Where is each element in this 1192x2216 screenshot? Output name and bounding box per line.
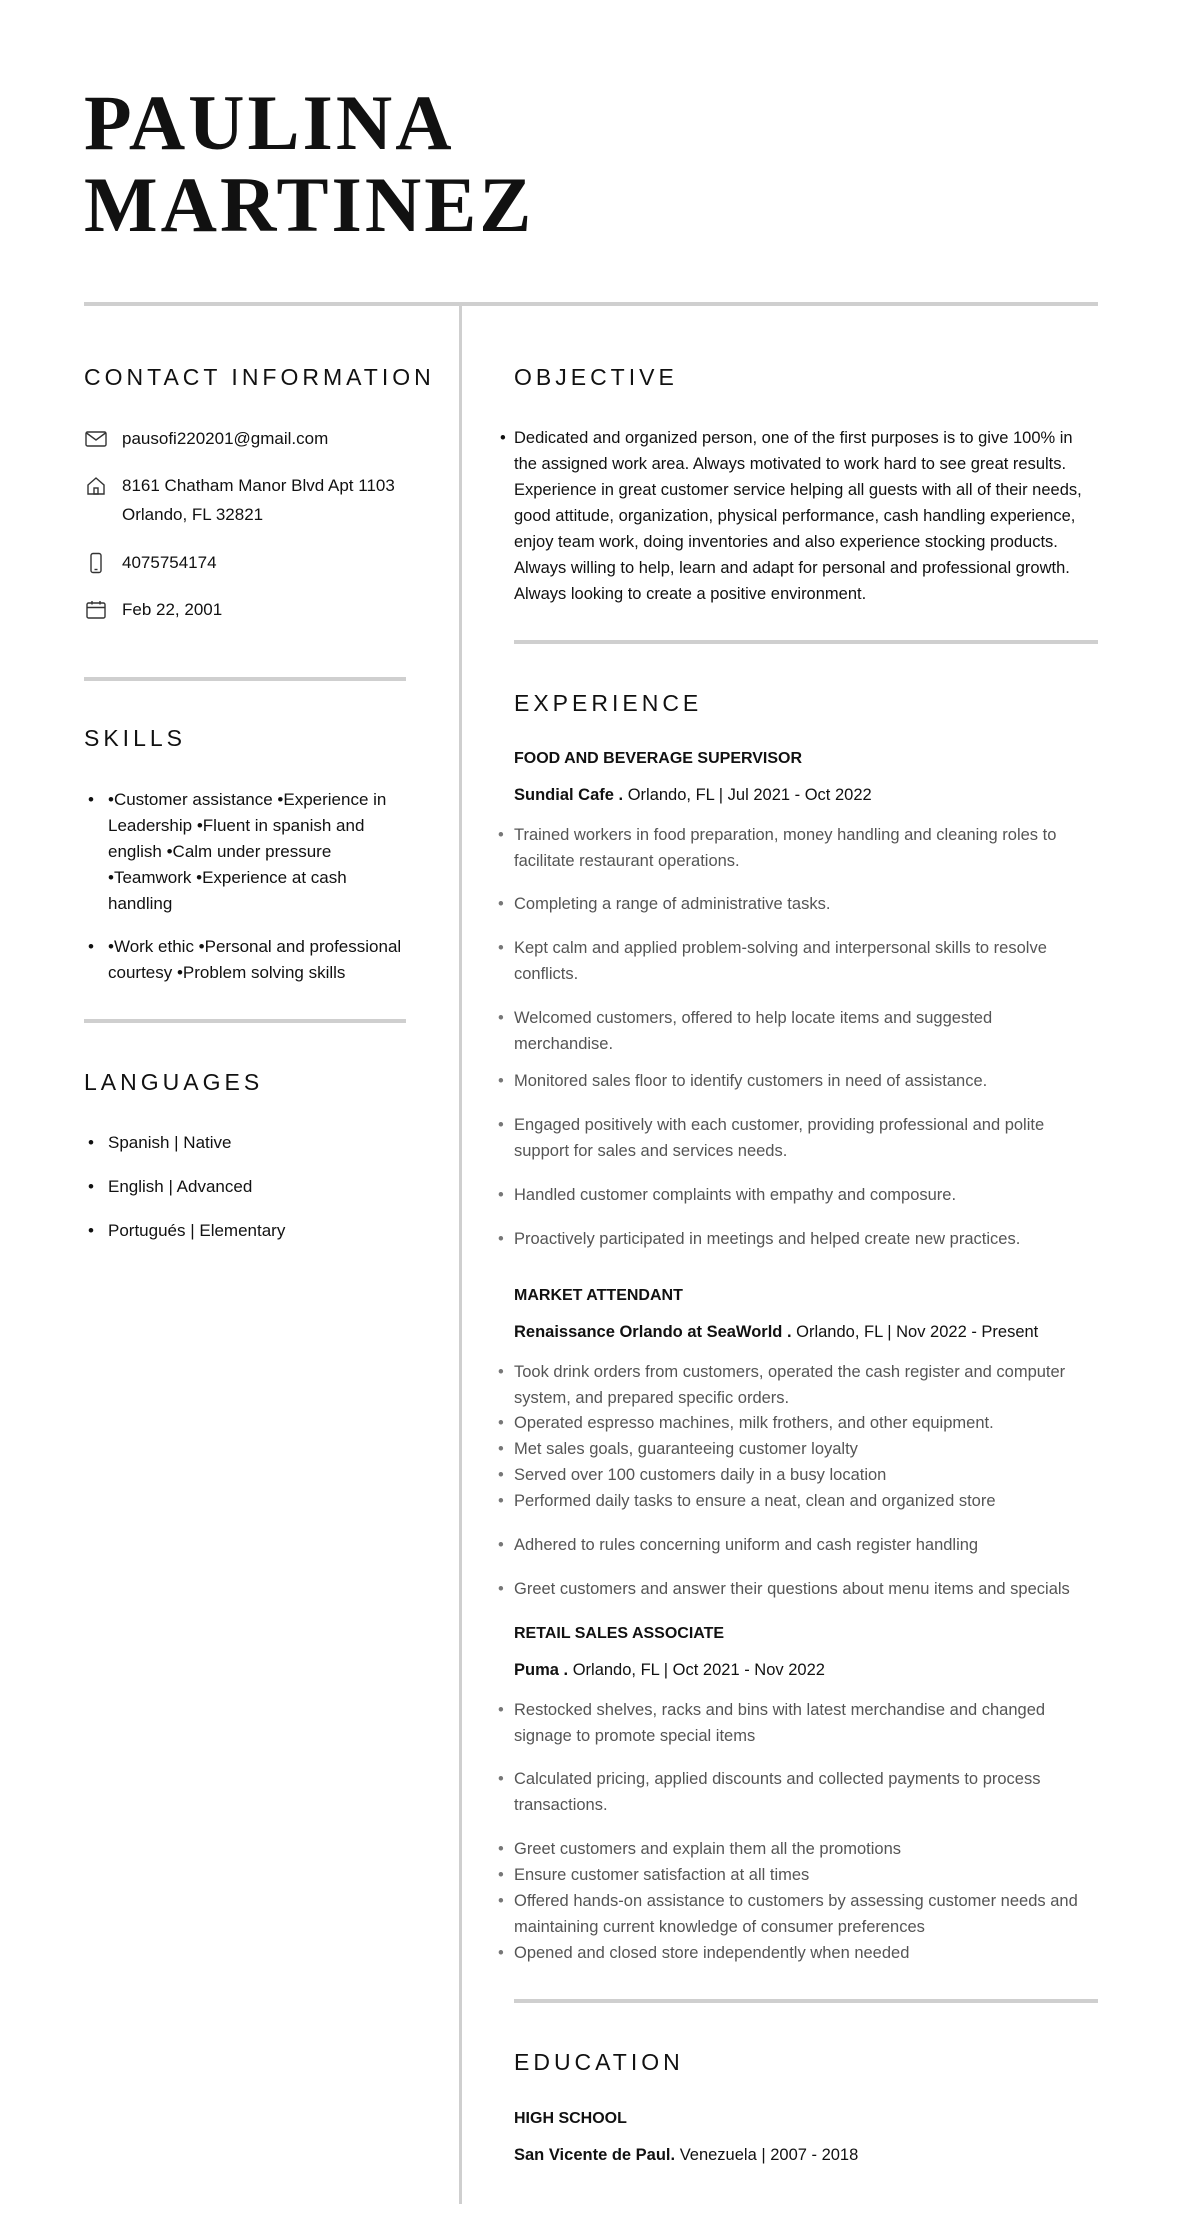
duty-item: • Opened and closed store independently when needed (514, 1940, 1094, 1966)
duty-item: • Served over 100 customers daily in a busy location (514, 1462, 1094, 1488)
top-divider (84, 302, 1098, 306)
objective-list (514, 425, 1100, 607)
job-title: MARKET ATTENDANT (514, 1287, 683, 1304)
home-icon (84, 474, 108, 498)
duty-item: • Operated espresso machines, milk frothers, and other equipment. (514, 1410, 1094, 1436)
objective-divider (514, 640, 1098, 644)
duty-item: • Monitored sales floor to identify customers in need of assistance. (514, 1068, 1094, 1094)
language-item: • Spanish | Native (84, 1130, 406, 1156)
skill-item: • •Work ethic •Personal and professional courtesy •Problem solving skills (84, 934, 406, 986)
job-company: Puma . (514, 1661, 569, 1679)
duty-item: • Adhered to rules concerning uniform and cash register handling (514, 1532, 1094, 1558)
objective-heading: OBJECTIVE (514, 364, 678, 390)
duty-item: • Trained workers in food preparation, money handling and cleaning roles to facilitate restaurant operations. (514, 822, 1094, 874)
experience-divider (514, 1999, 1098, 2003)
education-heading: EDUCATION (514, 2049, 684, 2075)
mail-icon (84, 427, 108, 451)
address-row (84, 471, 395, 529)
phone-icon (84, 551, 108, 575)
language-item: • English | Advanced (84, 1174, 406, 1200)
phone-text: 4075754174 (122, 553, 217, 572)
job-meta (514, 1323, 1038, 1342)
address-line-1: 8161 Chatham Manor Blvd Apt 1103 (122, 476, 395, 495)
duty-item: • Kept calm and applied problem-solving and interpersonal skills to resolve conflicts. (514, 935, 1094, 987)
job-title: RETAIL SALES ASSOCIATE (514, 1625, 725, 1642)
calendar-icon (84, 598, 108, 622)
column-divider (459, 304, 462, 2204)
contact-divider (84, 677, 406, 681)
duty-item: • Performed daily tasks to ensure a neat, clean and organized store (514, 1488, 1094, 1514)
job-details: Orlando, FL | Oct 2021 - Nov 2022 (572, 1661, 825, 1679)
job-title: FOOD AND BEVERAGE SUPERVISOR (514, 750, 803, 767)
job-details: Orlando, FL | Jul 2021 - Oct 2022 (627, 786, 872, 804)
duty-item: • Engaged positively with each customer, providing professional and polite support for sales and services needs. (514, 1112, 1094, 1164)
duty-item: • Ensure customer satisfaction at all times (514, 1862, 1094, 1888)
duty-item: • Offered hands-on assistance to customers by assessing customer needs and maintaining current knowledge of consumer preferences (514, 1888, 1094, 1940)
job-details: Orlando, FL | Nov 2022 - Present (796, 1323, 1039, 1341)
duty-item: • Greet customers and answer their questions about menu items and specials (514, 1576, 1094, 1602)
language-item: • Portugués | Elementary (84, 1218, 406, 1244)
education-details: Venezuela | 2007 - 2018 (679, 2146, 859, 2164)
experience-heading: EXPERIENCE (514, 690, 703, 716)
duty-item: • Handled customer complaints with empathy and composure. (514, 1182, 1094, 1208)
education-school: San Vicente de Paul. (514, 2146, 676, 2164)
languages-heading: LANGUAGES (84, 1069, 264, 1095)
education-meta (514, 2146, 858, 2165)
skills-heading: SKILLS (84, 725, 186, 751)
skills-list (84, 787, 406, 986)
address-text (122, 471, 395, 529)
duty-item: • Proactively participated in meetings and helped create new practices. (514, 1226, 1094, 1252)
job-meta (514, 1661, 825, 1680)
duty-item: • Greet customers and explain them all the promotions (514, 1836, 1094, 1862)
objective-text: • Dedicated and organized person, one of the first purposes is to give 100% in the assigned work area. Always motivated to work hard to see great results. Experience in great customer service helping all guests with all of their needs, good attitude, organization, physical performance, cash handling experience, enjoy team work, doing inventories and also experience stocking products. Always willing to help, learn and adapt for personal and professional growth. Always looking to create a positive environment. (514, 425, 1100, 607)
address-line-2: Orlando, FL 32821 (122, 505, 264, 524)
last-name: MARTINEZ (84, 161, 535, 248)
languages-list (84, 1130, 406, 1244)
duty-item: • Calculated pricing, applied discounts and collected payments to process transactions. (514, 1766, 1094, 1818)
duty-item: • Welcomed customers, offered to help locate items and suggested merchandise. (514, 1005, 1094, 1057)
duty-item: • Completing a range of administrative tasks. (514, 891, 1094, 917)
contact-heading: CONTACT INFORMATION (84, 364, 435, 390)
duty-item: • Restocked shelves, racks and bins with latest merchandise and changed signage to promote special items (514, 1697, 1094, 1749)
email-row (84, 424, 328, 453)
duty-item: • Met sales goals, guaranteeing customer loyalty (514, 1436, 1094, 1462)
job-meta (514, 786, 872, 805)
duty-item: • Took drink orders from customers, operated the cash register and computer system, and prepared specific orders. (514, 1359, 1094, 1411)
email-text: pausofi220201@gmail.com (122, 429, 329, 448)
education-level: HIGH SCHOOL (514, 2110, 627, 2127)
first-name: PAULINA (84, 79, 455, 166)
skill-item: • •Customer assistance •Experience in Leadership •Fluent in spanish and english •Calm under pressure •Teamwork •Experience at cash handling (84, 787, 406, 917)
job-company: Sundial Cafe . (514, 786, 624, 804)
birthdate-text: Feb 22, 2001 (122, 600, 223, 619)
job-company: Renaissance Orlando at SeaWorld . (514, 1323, 792, 1341)
skills-divider (84, 1019, 406, 1023)
birthdate-row (84, 595, 222, 624)
candidate-name (84, 79, 535, 248)
phone-row (84, 548, 217, 577)
